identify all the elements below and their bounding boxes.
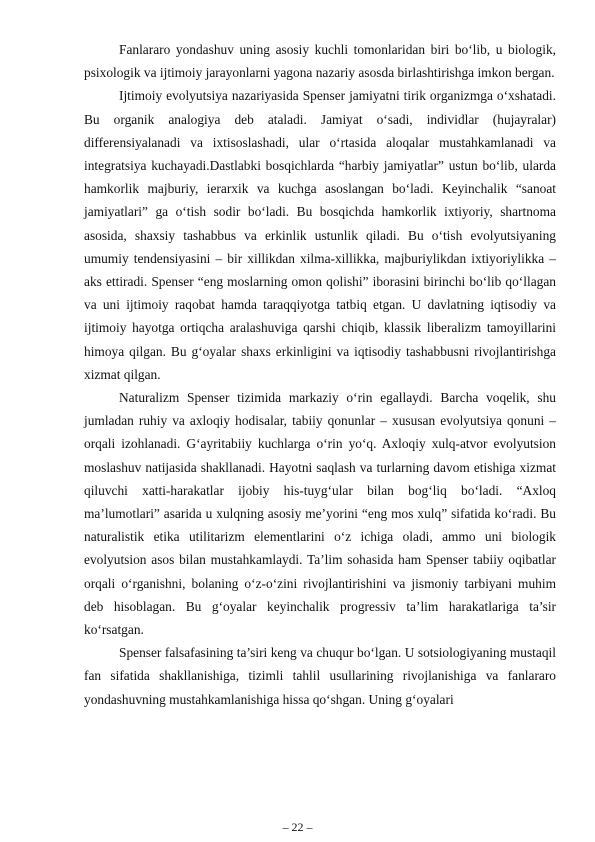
paragraph-interdisciplinary: Fanlararo yondashuv uning asosiy kuchli tomonlaridan biri bo‘lib, u biologik, psixologik va ijtimoiy jarayonlarni yagona nazariy asosda birlashtirishga imkon bergan.	[84, 42, 556, 81]
paragraph-social-evolution: Ijtimoiy evolyutsiya nazariyasida Spenser jamiyatni tirik organizmga o‘xshatadi. Bu organik analogiya deb ataladi. Jamiyat o‘sadi, individlar (hujayralar) differensiyalanadi va ixtisoslashadi, ular o‘rtasida aloqalar mustahkamlanadi va integratsiya kuchayadi.Dastlabki bosqichlarda “harbiy jamiyatlar” ustun bo‘lib, ularda hamkorlik majburiy, ierarxik va kuchga asoslangan bo‘ladi. Keyinchalik “sanoat jamiyatlari” ga o‘tish sodir bo‘ladi. Bu bosqichda hamkorlik ixtiyoriy, shartnoma asosida, shaxsiy tashabbus va erkinlik ustunlik qiladi. Bu o‘tish evolyutsiyaning umumiy tendensiyasini – bir xillikdan xilma-xillikka, majburiylikdan ixtiyoriylikka – aks ettiradi. Spenser “eng moslarning omon qolishi” iborasini birinchi bo‘lib qo‘llagan va uni ijtimoiy raqobat hamda taraqqiyotga tatbiq etgan. U davlatning iqtisodiy va ijtimoiy hayotga ortiqcha aralashuviga qarshi chiqib, klassik liberalizm tamoyillarini himoya qilgan. Bu g‘oyalar shaxs erkinligini va iqtisodiy tashabbusni rivojlantirishga xizmat qilgan.	[84, 88, 556, 382]
page-body	[84, 38, 556, 711]
paragraph-influence: Spenser falsafasining ta’siri keng va chuqur bo‘lgan. U sotsiologiyaning mustaqil fan sifatida shakllanishiga, tizimli tahlil usullarining rivojlanishiga va fanlararo yondashuvning mustahkamlanishiga hissa qo‘shgan. Uning g‘oyalari	[84, 645, 556, 707]
paragraph-naturalism: Naturalizm Spenser tizimida markaziy o‘rin egallaydi. Barcha voqelik, shu jumladan ruhiy va axloqiy hodisalar, tabiiy qonunlar – xususan evolyutsiya qonuni – orqali izohlanadi. G‘ayritabiiy kuchlarga o‘rin yo‘q. Axloqiy xulq-atvor evolyutsion moslashuv natijasida shakllanadi. Hayotni saqlash va turlarning davom etishiga xizmat qiluvchi xatti-harakatlar ijobiy his-tuyg‘ular bilan bog‘liq bo‘ladi. “Axloq ma’lumotlari” asarida u xulqning asosiy me’yorini “eng mos xulq” sifatida ko‘radi. Bu naturalistik etika utilitarizm elementlarini o‘z ichiga oladi, ammo uni biologik evolyutsion asos bilan mustahkamlaydi. Ta’lim sohasida ham Spenser tabiiy oqibatlar orqali o‘rganishni, bolaning o‘z-o‘zini rivojlantirishini va jismoniy tarbiyani muhim deb hisoblagan. Bu g‘oyalar keyinchalik progressiv ta’lim harakatlariga ta’sir ko‘rsatgan.	[84, 390, 556, 638]
page-number: – 22 –	[282, 820, 313, 834]
